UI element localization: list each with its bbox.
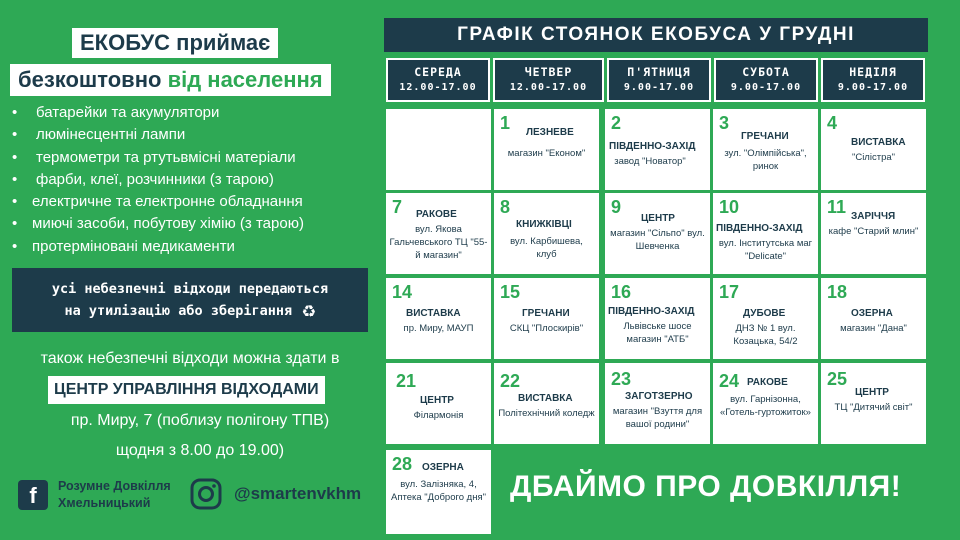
calendar-cell-23: 23 ЗАГОТЗЕРНО магазин "Взуття для вашої родини" [605, 363, 710, 444]
instagram-icon [190, 478, 222, 510]
list-item: • електричне та електронне обладнання [12, 193, 303, 211]
center-name: ЦЕНТР УПРАВЛІННЯ ВІДХОДАМИ [48, 376, 325, 404]
notice-line-1: усі небезпечні відходи передаються [51, 281, 329, 297]
list-item: • люмінесцентні лампи [12, 126, 186, 144]
calendar-cell-17: 17 ДУБОВЕ ДНЗ № 1 вул. Козацька, 54/2 [713, 278, 818, 359]
instagram-link[interactable] [190, 478, 361, 510]
calendar-cell-3: 3 ГРЕЧАНИ зул. "Олімпійська", ринок [713, 109, 818, 190]
calendar-cell-24: 24 РАКОВЕ вул. Гарнізонна, «Готель-гуртожиток» [713, 363, 818, 444]
notice-line-2: на утилізацію або зберігання ♻ [64, 298, 316, 323]
facebook-icon: f [18, 480, 48, 510]
header-line-1: ЕКОБУС приймає [72, 28, 278, 58]
calendar-cell-empty [386, 109, 491, 190]
alternative-text: також небезпечні відходи можна здати в [40, 350, 340, 367]
header-line-2-part2: від населення [167, 67, 323, 92]
calendar-cell-21: 21 ЦЕНТР Філармонія [386, 363, 491, 444]
day-header-friday: П'ЯТНИЦЯ 9.00-17.00 [607, 58, 711, 102]
instagram-handle: @smartenvkhm [234, 484, 362, 503]
calendar-cell-25: 25 ЦЕНТР ТЦ "Дитячий світ" [821, 363, 926, 444]
center-address: пр. Миру, 7 (поблизу полігону ТПВ) [70, 412, 330, 429]
calendar-cell-1: 1 ЛЕЗНЕВЕ магазин "Економ" [494, 109, 599, 190]
facebook-name: Розумне Довкілля Хмельницький [58, 479, 171, 510]
calendar-cell-8: 8 КНИЖКІВЦІ вул. Карбишева, клуб [494, 193, 599, 274]
calendar-cell-11: 11 ЗАРІЧЧЯ кафе "Старий млин" [821, 193, 926, 274]
calendar-cell-7: 7 РАКОВЕ вул. Якова Гальчевського ТЦ "55-й магазин" [386, 193, 491, 274]
calendar-cell-14: 14 ВИСТАВКА пр. Миру, МАУП [386, 278, 491, 359]
calendar-cell-22: 22 ВИСТАВКА Політехнічний коледж [494, 363, 599, 444]
calendar-cell-28: 28 ОЗЕРНА вул. Залізняка, 4, Аптека "Доброго дня" [386, 450, 491, 534]
schedule-title: ГРАФІК СТОЯНОК ЕКОБУСА У ГРУДНІ [384, 18, 928, 52]
calendar-cell-18: 18 ОЗЕРНА магазин "Дана" [821, 278, 926, 359]
calendar-cell-10: 10 ПІВДЕННО-ЗАХІД вул. Інститутська маг "Delicate" [713, 193, 818, 274]
list-item: • протерміновані медикаменти [12, 237, 235, 255]
day-header-wednesday: СЕРЕДА 12.00-17.00 [386, 58, 490, 102]
header-line-2 [10, 64, 331, 96]
header-line-2-part1: безкоштовно [18, 67, 162, 92]
list-item: • миючі засоби, побутову хімію (з тарою) [12, 215, 304, 233]
list-item: • батарейки та акумулятори [12, 104, 220, 121]
day-header-sunday: НЕДІЛЯ 9.00-17.00 [821, 58, 925, 102]
list-item: • термометри та ртутьвмісні матеріали [12, 148, 296, 166]
calendar-cell-4: 4 ВИСТАВКА "Сілістра" [821, 109, 926, 190]
calendar-cell-9: 9 ЦЕНТР магазин "Сільпо" вул. Шевченка [605, 193, 710, 274]
calendar-cell-15: 15 ГРЕЧАНИ СКЦ "Плоскирів" [494, 278, 599, 359]
calendar-cell-16: 16 ПІВДЕННО-ЗАХІД Львівське шосе магазин "АТБ" [605, 278, 710, 359]
left-panel [0, 0, 380, 540]
slogan: ДБАЙМО ПРО ДОВКІЛЛЯ! [510, 470, 902, 503]
day-header-thursday: ЧЕТВЕР 12.00-17.00 [493, 58, 604, 102]
center-hours: щодня з 8.00 до 19.00) [115, 442, 285, 459]
day-header-saturday: СУБОТА 9.00-17.00 [714, 58, 818, 102]
calendar-cell-2: 2 ПІВДЕННО-ЗАХІД завод "Новатор" [605, 109, 710, 190]
hazardous-notice [12, 268, 368, 332]
facebook-link[interactable] [18, 478, 171, 512]
recycle-icon: ♻ [302, 298, 316, 323]
accepted-items-list [12, 102, 372, 258]
list-item: • фарби, клеї, розчинники (з тарою) [12, 170, 274, 188]
